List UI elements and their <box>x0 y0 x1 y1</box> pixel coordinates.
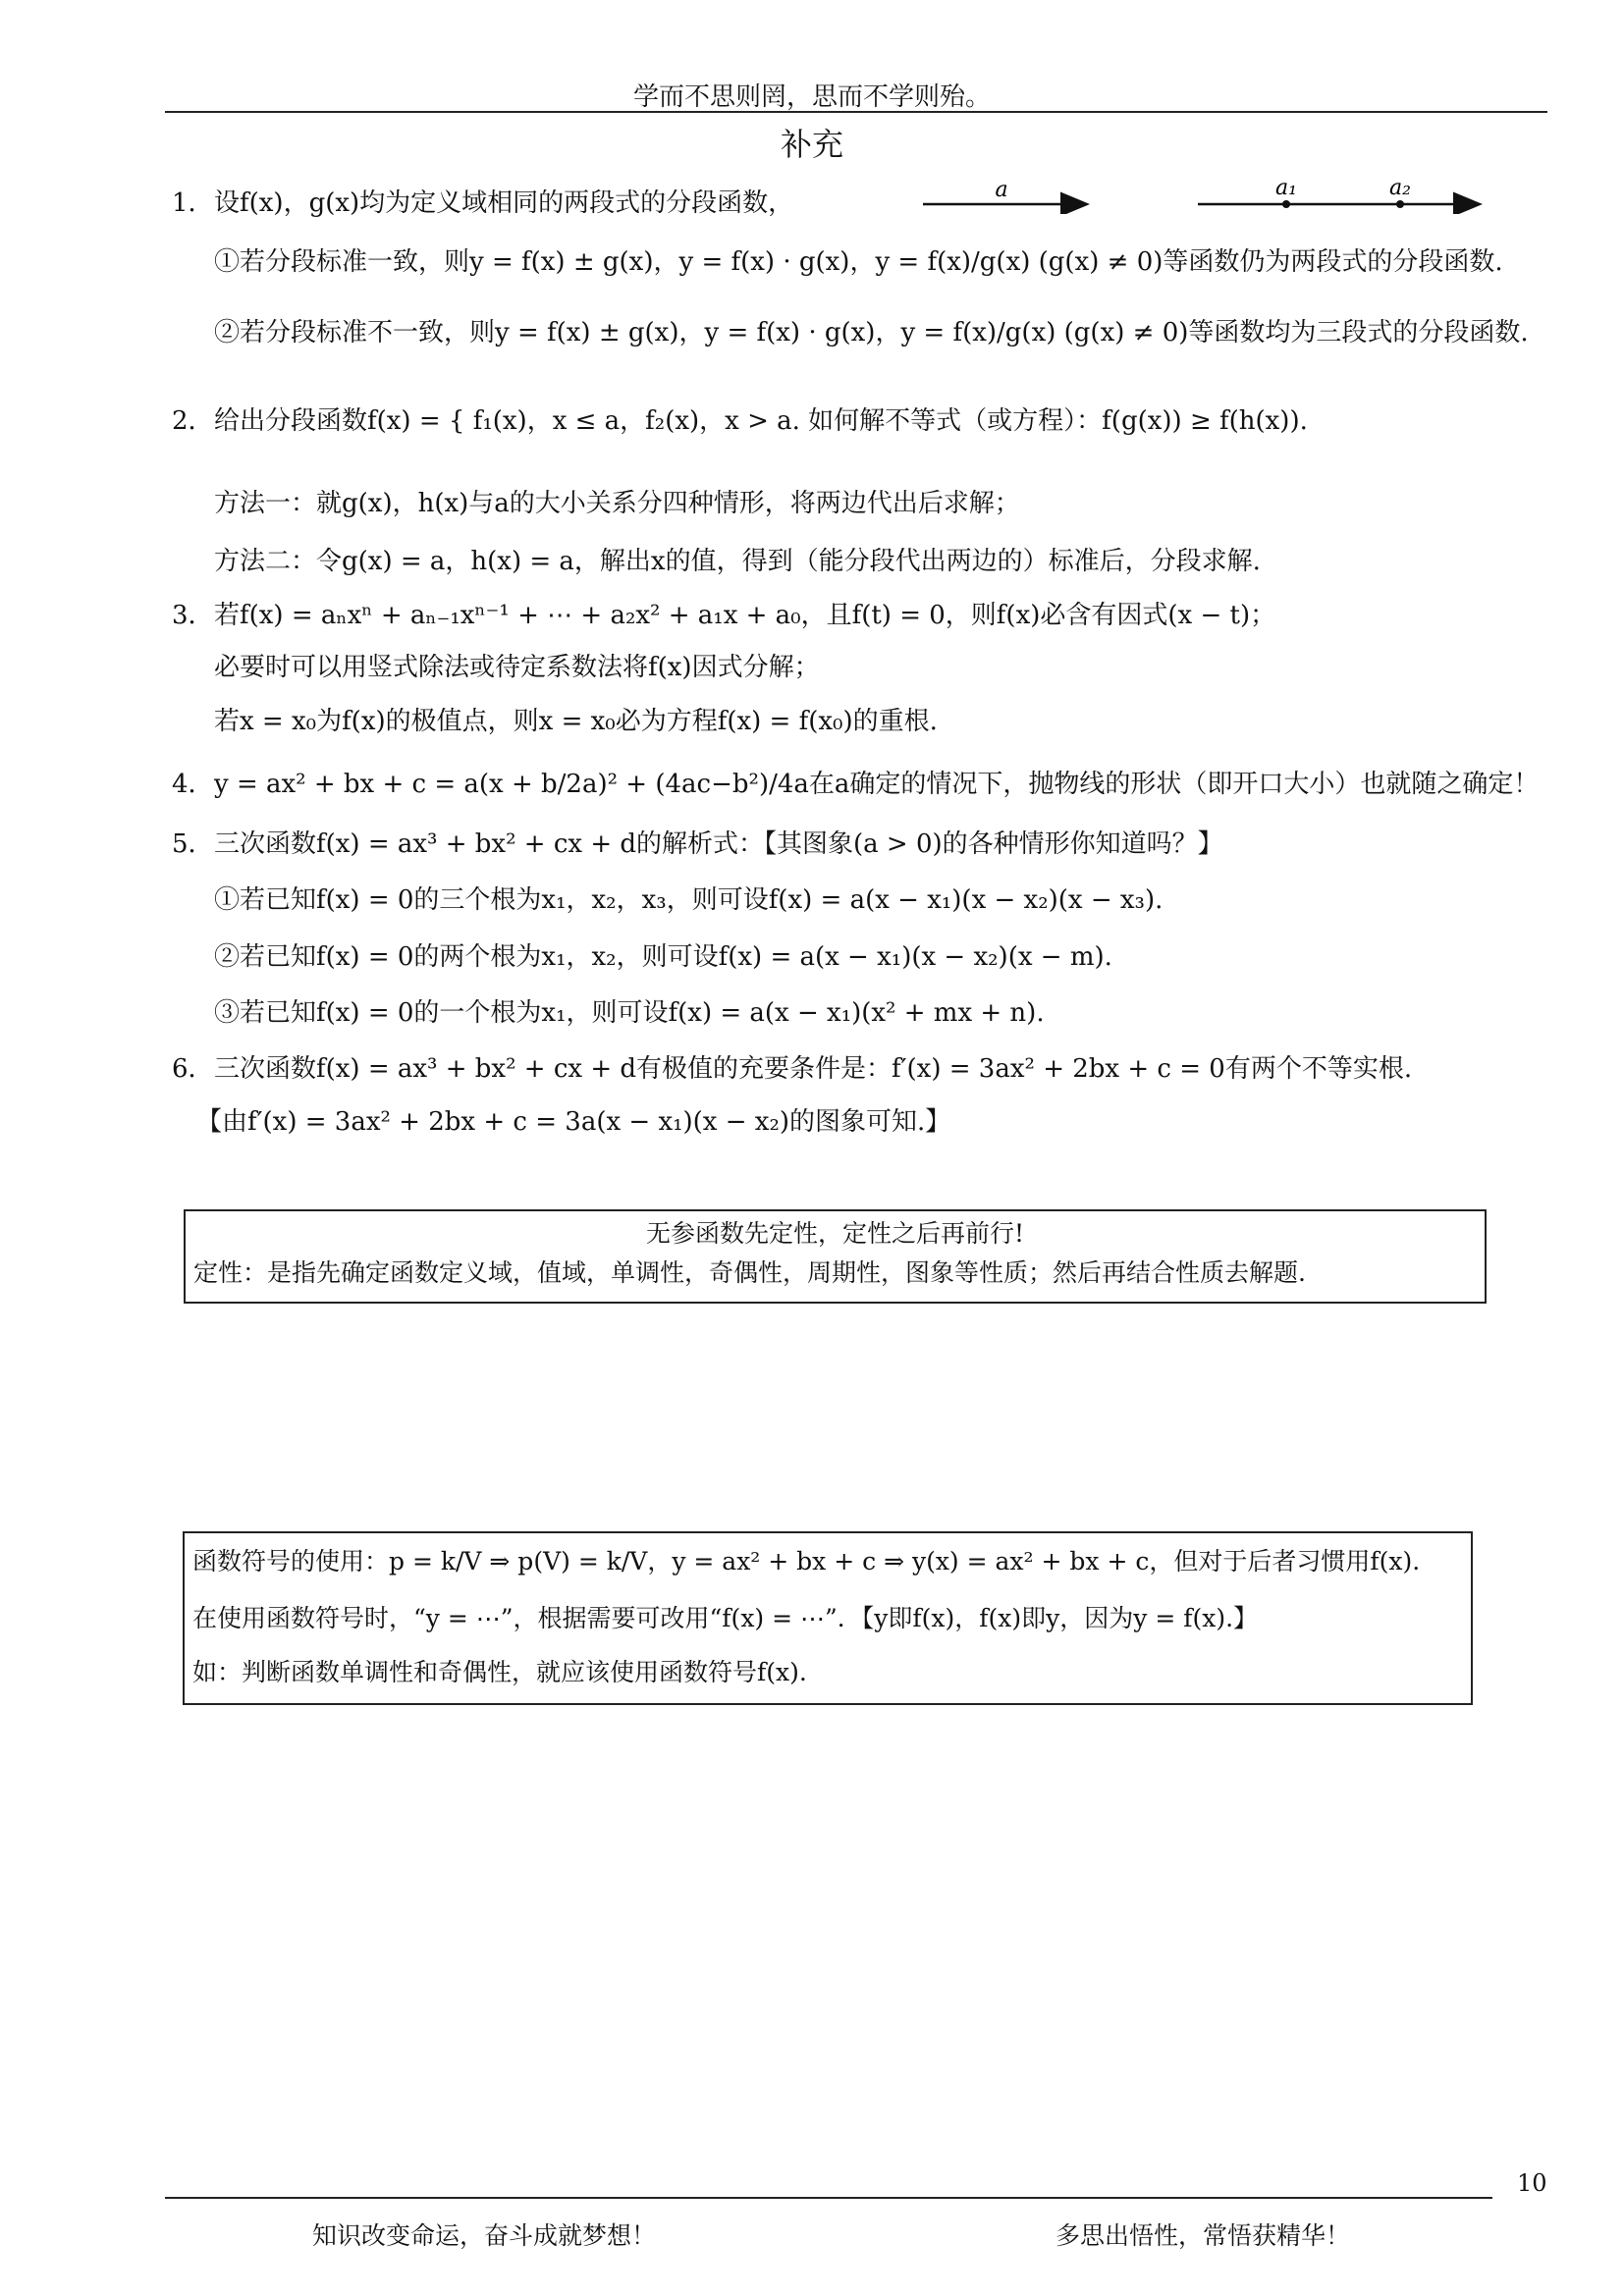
point-a2 <box>1396 200 1404 208</box>
item-4-number: 4． <box>172 770 214 799</box>
item-2-line-1: 给出分段函数f(x) = { f₁(x)，x ≤ a，f₂(x)，x > a. 如何解不等式（或方程）：f(g(x)) ≥ f(h(x)). <box>214 406 1308 436</box>
footer-divider <box>165 2197 1492 2199</box>
number-line-diagram <box>903 175 1492 214</box>
item-5-line-2: ①若已知f(x) = 0的三个根为x₁，x₂，x₃，则可设f(x) = a(x − x₁)(x − x₂)(x − x₃). <box>214 885 1164 915</box>
item-6-number: 6． <box>172 1054 214 1084</box>
qualitative-note-body: 定性：是指先确定函数定义域，值域，单调性，奇偶性，周期性，图象等性质；然后再结合性质去解题. <box>193 1258 1306 1287</box>
item-3-line-3: 若x = x₀为f(x)的极值点，则x = x₀必为方程f(x) = f(x₀)的重根. <box>214 707 938 736</box>
header-divider <box>165 111 1547 113</box>
footer-right-motto: 多思出悟性，常悟获精华！ <box>1056 2221 1351 2250</box>
item-3-number: 3． <box>172 601 214 630</box>
item-2-number: 2． <box>172 406 214 436</box>
item-5-line-3: ②若已知f(x) = 0的两个根为x₁，x₂，则可设f(x) = a(x − x₁)(x − x₂)(x − m). <box>214 942 1112 972</box>
item-5-number: 5． <box>172 829 214 859</box>
label-a2: a₂ <box>1389 176 1411 200</box>
page-title: 补充 <box>780 126 843 163</box>
item-6-line-1: 三次函数f(x) = ax³ + bx² + cx + d有极值的充要条件是：f′(x) = 3ax² + 2bx + c = 0有两个不等实根. <box>214 1054 1413 1084</box>
item-2-line-3: 方法二：令g(x) = a，h(x) = a，解出x的值，得到（能分段代出两边的）标准后，分段求解. <box>214 547 1261 576</box>
footer-left-motto: 知识改变命运，奋斗成就梦想！ <box>312 2221 657 2250</box>
item-1-line-2: ①若分段标准一致，则y = f(x) ± g(x)，y = f(x) · g(x)，y = f(x)/g(x) (g(x) ≠ 0)等函数仍为两段式的分段函数. <box>214 247 1503 277</box>
header-motto: 学而不思则罔，思而不学则殆。 <box>632 82 991 112</box>
function-notation-line-3: 如：判断函数单调性和奇偶性，就应该使用函数符号f(x). <box>192 1658 807 1686</box>
function-notation-box <box>183 1531 1473 1705</box>
qualitative-note-box <box>184 1209 1487 1304</box>
item-2-line-2: 方法一：就g(x)，h(x)与a的大小关系分四种情形，将两边代出后求解； <box>214 489 1020 518</box>
item-3-line-1: 若f(x) = aₙxⁿ + aₙ₋₁xⁿ⁻¹ + ⋯ + a₂x² + a₁x + a₀，且f(t) = 0，则f(x)必含有因式(x − t)； <box>214 601 1276 630</box>
item-4-line-1: y = ax² + bx + c = a(x + b/2a)² + (4ac−b²)/4a在a确定的情况下，抛物线的形状（即开口大小）也就随之确定！ <box>214 770 1540 799</box>
label-a1: a₁ <box>1275 176 1297 200</box>
function-notation-line-1: 函数符号的使用：p = k/V ⇒ p(V) = k/V，y = ax² + bx + c ⇒ y(x) = ax² + bx + c，但对于后者习惯用f(x). <box>192 1547 1421 1575</box>
item-1-line-1: 设f(x)，g(x)均为定义域相同的两段式的分段函数， <box>214 188 794 218</box>
page-number: 10 <box>1517 2169 1547 2197</box>
item-5-line-4: ③若已知f(x) = 0的一个根为x₁，则可设f(x) = a(x − x₁)(x² + mx + n). <box>214 998 1045 1028</box>
item-3-line-2: 必要时可以用竖式除法或待定系数法将f(x)因式分解； <box>214 653 820 682</box>
item-6-line-2: 【由f′(x) = 3ax² + 2bx + c = 3a(x − x₁)(x − x₂)的图象可知.】 <box>196 1107 951 1137</box>
item-5-line-1: 三次函数f(x) = ax³ + bx² + cx + d的解析式：【其图象(a > 0)的各种情形你知道吗？】 <box>214 829 1223 859</box>
point-a1 <box>1282 200 1290 208</box>
item-1-number: 1． <box>172 188 214 218</box>
qualitative-note-title: 无参函数先定性，定性之后再前行! <box>645 1219 1025 1248</box>
label-a: a <box>995 178 1008 202</box>
item-1-line-3: ②若分段标准不一致，则y = f(x) ± g(x)，y = f(x) · g(x)，y = f(x)/g(x) (g(x) ≠ 0)等函数均为三段式的分段函数. <box>214 318 1529 347</box>
function-notation-line-2: 在使用函数符号时，“y = ⋯”，根据需要可改用“f(x) = ⋯”．【y即f(x)，f(x)即y，因为y = f(x).】 <box>192 1604 1259 1632</box>
